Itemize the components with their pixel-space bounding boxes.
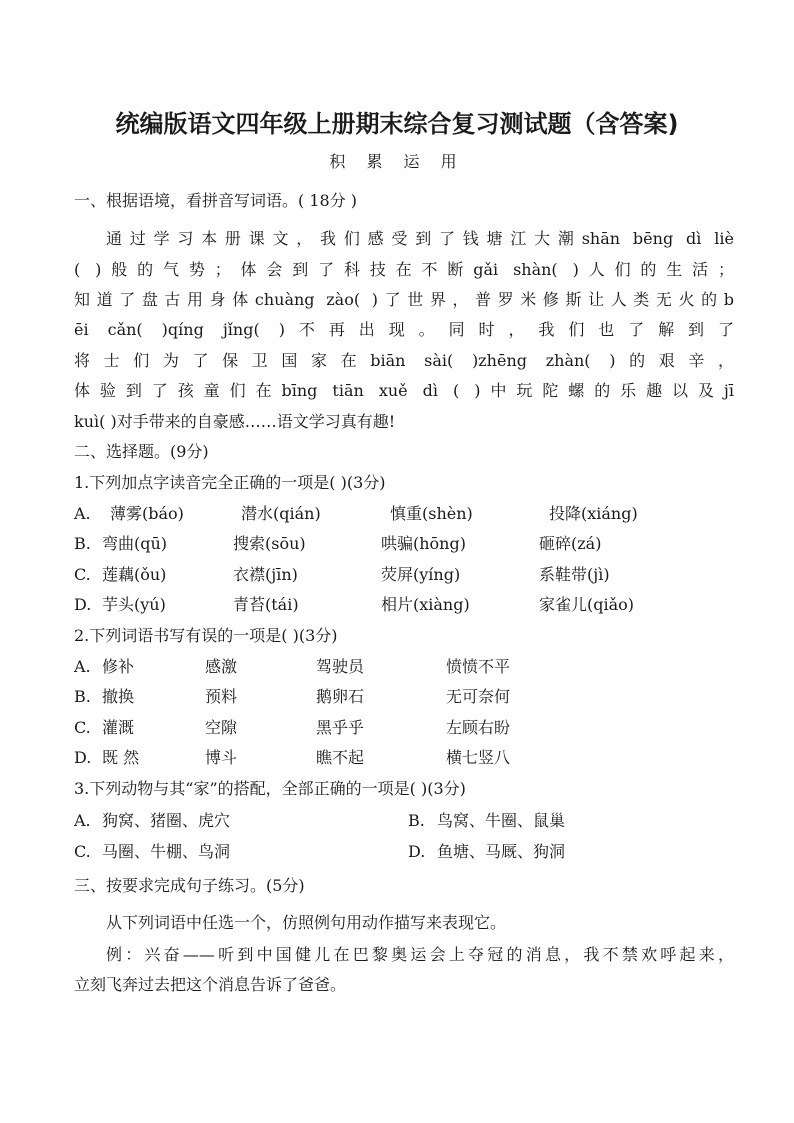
option-letter: C. [74, 842, 91, 861]
section1-line: ( )般的气势；体会到了科技在不断gǎi shàn( )人们的生活； [74, 260, 734, 279]
section1-line: 通过学习本册课文，我们感受到了钱塘江大潮shān bēng dì liè [106, 229, 734, 248]
option-letter: A. [74, 504, 91, 523]
section3-example: 例：兴奋——听到中国健儿在巴黎奥运会上夺冠的消息，我不禁欢呼起来， [106, 945, 734, 964]
option-item: 慎重(shèn) [390, 504, 473, 523]
option-item: 薄雾(báo) [110, 504, 184, 523]
option-item: 既 然 [102, 748, 140, 767]
option-item: 家雀儿(qiǎo) [539, 595, 635, 614]
option-item: 荧屏(yíng) [381, 565, 461, 584]
page-title: 统编版语文四年级上册期末综合复习测试题（含答案) [115, 110, 679, 138]
option-item: 衣襟(jīn) [233, 565, 298, 584]
option-item: 砸碎(zá) [539, 534, 602, 553]
question-3-stem: 3.下列动物与其“家”的搭配，全部正确的一项是( )(3分) [74, 779, 466, 798]
option-item: 投降(xiáng) [549, 504, 638, 523]
option-letter: C. [74, 565, 91, 584]
option-item: 鹅卵石 [316, 687, 365, 706]
option-item: 潜水(qián) [241, 504, 321, 523]
option-letter: B. [74, 534, 91, 553]
question-2-stem: 2.下列词语书写有误的一项是( )(3分) [74, 626, 338, 645]
option-item: 青苔(tái) [233, 595, 299, 614]
option-item: 莲藕(ǒu) [102, 565, 167, 584]
option-letter: A. [74, 657, 91, 676]
option-item: 博斗 [205, 748, 238, 767]
option-item: 预料 [205, 687, 238, 706]
option-item: 无可奈何 [446, 687, 511, 706]
option-item: 鸟窝、牛圈、鼠巢 [437, 811, 566, 830]
option-letter: B. [408, 811, 425, 830]
section1-line: kuì( )对手带来的自豪感……语文学习真有趣! [74, 412, 396, 431]
option-item: 搜索(sōu) [233, 534, 306, 553]
option-item: 马圈、牛棚、鸟洞 [102, 842, 231, 861]
option-letter: C. [74, 718, 91, 737]
option-item: 相片(xiàng) [381, 595, 470, 614]
option-item: 黑乎乎 [316, 718, 365, 737]
option-item: 撤换 [102, 687, 135, 706]
section1-line: 将士们为了保卫国家在biān sài( )zhēng zhàn( )的艰辛， [74, 351, 734, 370]
option-item: 系鞋带(jì) [539, 565, 610, 584]
section3-heading: 三、按要求完成句子练习。(5分) [74, 876, 305, 895]
option-letter: D. [74, 595, 92, 614]
option-item: 愤愤不平 [446, 657, 511, 676]
section1-heading: 一、根据语境，看拼音写词语。( 18分 ) [74, 191, 358, 210]
option-letter: D. [408, 842, 426, 861]
option-item: 狗窝、猪圈、虎穴 [102, 811, 231, 830]
section1-line: 知道了盘古用身体chuàng zào( )了世界，普罗米修斯让人类无火的b [74, 290, 734, 309]
option-item: 感激 [205, 657, 238, 676]
section3-example-cont: 立刻飞奔过去把这个消息告诉了爸爸。 [74, 975, 347, 994]
option-item: 灌溉 [102, 718, 135, 737]
option-item: 哄骗(hōng) [381, 534, 466, 553]
option-item: 左顾右盼 [446, 718, 511, 737]
option-item: 芋头(yú) [102, 595, 166, 614]
section1-line: ēi cǎn( )qíng jǐng( )不再出现。同时，我们也了解到了 [74, 320, 734, 339]
section2-heading: 二、选择题。(9分) [74, 442, 209, 461]
section-subtitle: 积 累 运 用 [329, 152, 465, 171]
option-letter: B. [74, 687, 91, 706]
section1-line: 体验到了孩童们在bīng tiān xuě dì ( )中玩陀螺的乐趣以及jī [74, 381, 734, 400]
option-item: 鱼塘、马厩、狗洞 [437, 842, 566, 861]
option-item: 驾驶员 [316, 657, 365, 676]
option-item: 修补 [102, 657, 135, 676]
option-letter: D. [74, 748, 92, 767]
section3-instruction: 从下列词语中任选一个，仿照例句用动作描写来表现它。 [106, 913, 507, 932]
question-1-stem: 1.下列加点字读音完全正确的一项是( )(3分) [74, 473, 386, 492]
option-item: 横七竖八 [446, 748, 511, 767]
option-item: 空隙 [205, 718, 238, 737]
option-letter: A. [74, 811, 91, 830]
option-item: 弯曲(qū) [102, 534, 168, 553]
option-item: 瞧不起 [316, 748, 365, 767]
